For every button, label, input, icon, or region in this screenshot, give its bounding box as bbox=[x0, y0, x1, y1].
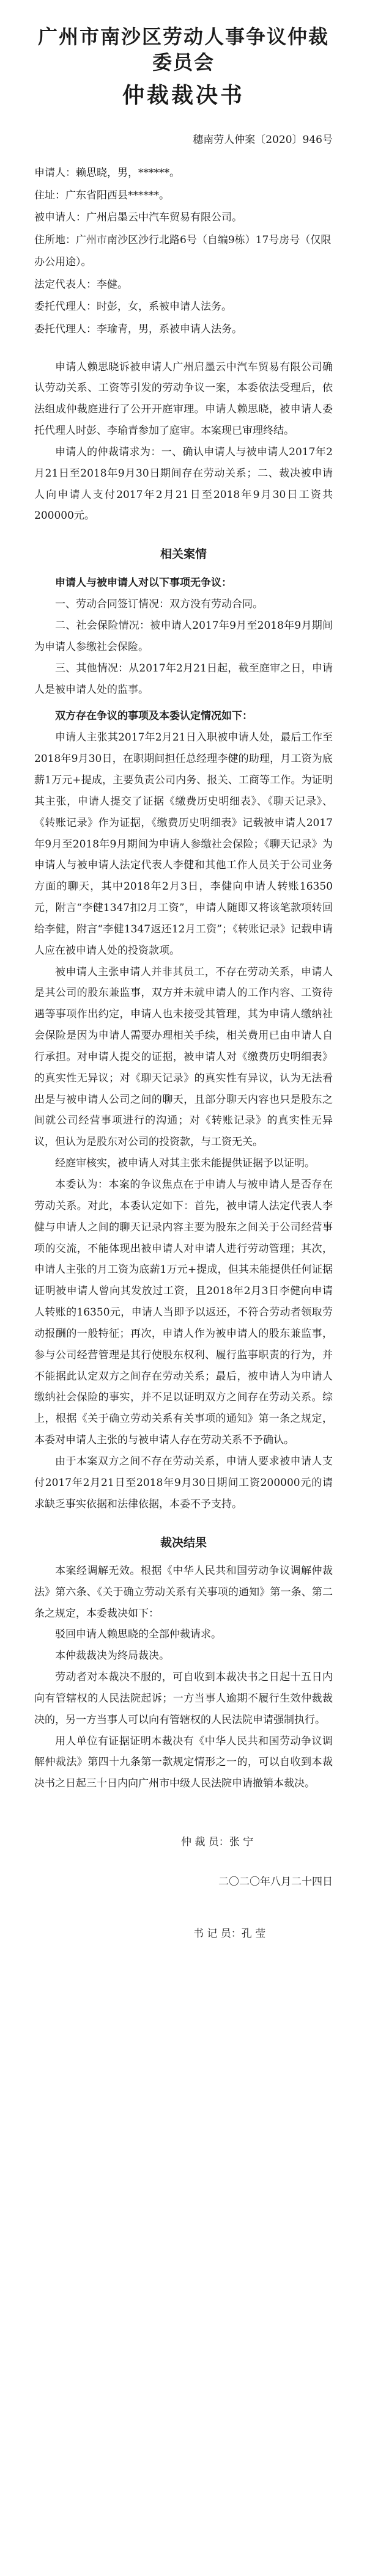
intro-paragraph: 申请人赖思晓诉被申请人广州启墨云中汽车贸易有限公司确认劳动关系、工资等引发的劳动争议一案，本委依法受理后，依法组成仲裁庭进行了公开开庭审理。申请人赖思晓，被申请人委托代理人时彭、李瑜青参加了庭审。本案现已审理终结。 bbox=[34, 360, 333, 437]
disputed-paragraph: 由于本案双方之间不存在劳动关系，申请人要求被申请人支付2017年2月21日至2018年9月30日期间工资200000元的请求缺乏事实依据和法律依据，本委不予支持。 bbox=[34, 1455, 333, 1510]
undisputed-item: 一、劳动合同签订情况：双方没有劳动合同。 bbox=[55, 598, 263, 611]
disputed-paragraph: 被申请人主张申请人并非其员工，不存在劳动关系，申请人是其公司的股东兼监事，双方并未就申请人的工作内容、工资待遇等事项作出约定，申请人也未接受其管理，其为申请人缴纳社会保险是因为申请人需要办理相关手续，相关费用已由申请人自行承担。对申请人提交的证据，被申请人对《缴费历史明细表》的真实性无异议；对《聊天记录》的真实性有异议，认为无法看出是与被申请人公司之间的聊天，且部分聊天内容也只是股东之间就公司经营事项进行的沟通；对《转账记录》的真实性无异议，但认为是股东对公司的投资款，与工资无关。 bbox=[34, 965, 333, 1149]
clerk-signature: 书 记 员：孔 莹 bbox=[193, 1927, 266, 1940]
facts-section-title: 相关案情 bbox=[160, 547, 207, 562]
disputed-subtitle: 双方存在争议的事项及本委认定情况如下： bbox=[55, 709, 253, 722]
signature-block bbox=[34, 1831, 333, 1854]
undisputed-item: 三、其他情况：从2017年2月21日起，截至庭审之日，申请人是被申请人处的监事。 bbox=[34, 662, 333, 696]
ruling-section bbox=[34, 1561, 333, 1795]
ruling-paragraph: 驳回申请人赖思晓的全部仲裁请求。 bbox=[55, 1628, 221, 1641]
case-number: 穗南劳人仲案〔2020〕946号 bbox=[193, 133, 333, 146]
party-line: 被申请人：广州启墨云中汽车贸易有限公司。 bbox=[34, 211, 242, 224]
ruling-date: 二〇二〇年八月二十四日 bbox=[218, 1875, 333, 1888]
disputed-paragraph: 本委认为：本案的争议焦点在于申请人与被申请人是否存在劳动关系。对此，本委认定如下：首先，被申请人法定代表人李健与申请人之间的聊天记录内容主要为股东之间关于公司经营事项的交流，不能体现出被申请人对申请人进行劳动管理；其次，申请人主张的月工资为底薪1万元+提成，但其未能提供任何证据证明被申请人曾向其发放过工资，且2018年2月3日李健向申请人转账的16350元，申请人当即予以返还，不符合劳动者领取劳动报酬的一般特征；再次，申请人作为被申请人的股东兼监事，参与公司经营管理是其行使股东权利、履行监事职责的行为，并不能据此认定双方之间存在劳动关系；最后，被申请人为申请人缴纳社会保险的事实，并不足以证明双方之间存在劳动关系。综上，根据《关于确立劳动关系有关事项的通知》第一条之规定，本委对申请人主张的与被申请人存在劳动关系不予确认。 bbox=[34, 1179, 333, 1447]
undisputed-subtitle: 申请人与被申请人对以下事项无争议： bbox=[55, 576, 232, 589]
party-line: 委托代理人：李瑜青，男，系被申请人法务。 bbox=[34, 323, 242, 335]
disputed-paragraph: 经庭审核实，被申请人对其主张未能提供证据予以证明。 bbox=[55, 1157, 315, 1170]
ruling-paragraph: 用人单位有证据证明本裁决有《中华人民共和国劳动争议调解仲裁法》第四十九条第一款规定情形之一的，可以自收到本裁决书之日起三十日内向广州市中级人民法院申请撤销本裁决。 bbox=[34, 1735, 333, 1790]
party-information bbox=[34, 162, 333, 340]
ruling-paragraph: 本仲裁裁决为终局裁决。 bbox=[55, 1650, 169, 1663]
arbitrator-signature: 仲 裁 员：张 宁 bbox=[181, 1836, 254, 1849]
facts-section bbox=[34, 573, 333, 1515]
party-line: 法定代表人：李健。 bbox=[34, 278, 128, 291]
undisputed-item: 二、社会保险情况：被申请人2017年9月至2018年9月期间为申请人参缴社会保险。 bbox=[34, 620, 333, 654]
disputed-paragraph: 申请人主张其2017年2月21日入职被申请人处，最后工作至2018年9月30日，在职期间担任总经理李健的助理，月工资为底薪1万元+提成，主要负责公司内务、报关、工商等工作。为证明其主张，申请人提交了证据《缴费历史明细表》、《聊天记录》、《转账记录》作为证据，《缴费历史明细表》记载被申请人2017年9月至2018年9月期间为申请人参缴社会保险；《聊天记录》为申请人与被申请人法定代表人李健和其他工作人员关于公司业务方面的聊天，其中2018年2月3日，李健向申请人转账16350元，附言“李健1347扣2月工资”，申请人随即又将该笔款项转回给李健，附言“李健1347返还12月工资”；《转账记录》记载申请人应在被申请人处的投资款项。 bbox=[34, 731, 333, 957]
ruling-section-title: 裁决结果 bbox=[160, 1535, 207, 1550]
party-line: 委托代理人：时彭，女，系被申请人法务。 bbox=[34, 301, 232, 313]
organization-name: 广州市南沙区劳动人事争议仲裁委员会 bbox=[37, 25, 329, 74]
party-line: 住所地：广州市南沙区沙行北路6号（自编9栋）17号房号（仅限办公用途）。 bbox=[34, 233, 332, 269]
ruling-paragraph: 劳动者对本裁决不服的，可自收到本裁决书之日起十五日内向有管辖权的人民法院起诉；一方当事人逾期不履行生效仲裁裁决的，另一方当事人可以向有管辖权的人民法院申请强制执行。 bbox=[34, 1671, 333, 1726]
claims-paragraph: 申请人的仲裁请求为：一、确认申请人与被申请人2017年2月21日至2018年9月30日期间存在劳动关系；二、裁决被申请人向申请人支付2017年2月21日至2018年9月30日工资共200000元。 bbox=[34, 445, 333, 522]
document-type-title: 仲裁裁决书 bbox=[122, 82, 245, 109]
ruling-paragraph: 本案经调解无效。根据《中华人民共和国劳动争议调解仲裁法》第六条、《关于确立劳动关系有关事项的通知》第一条、第二条之规定，本委裁决如下： bbox=[34, 1564, 333, 1620]
document-header bbox=[34, 24, 333, 110]
party-line: 申请人：赖思晓，男，******。 bbox=[34, 167, 180, 180]
party-line: 住址：广东省阳西县******。 bbox=[34, 189, 169, 202]
introduction bbox=[34, 357, 333, 527]
